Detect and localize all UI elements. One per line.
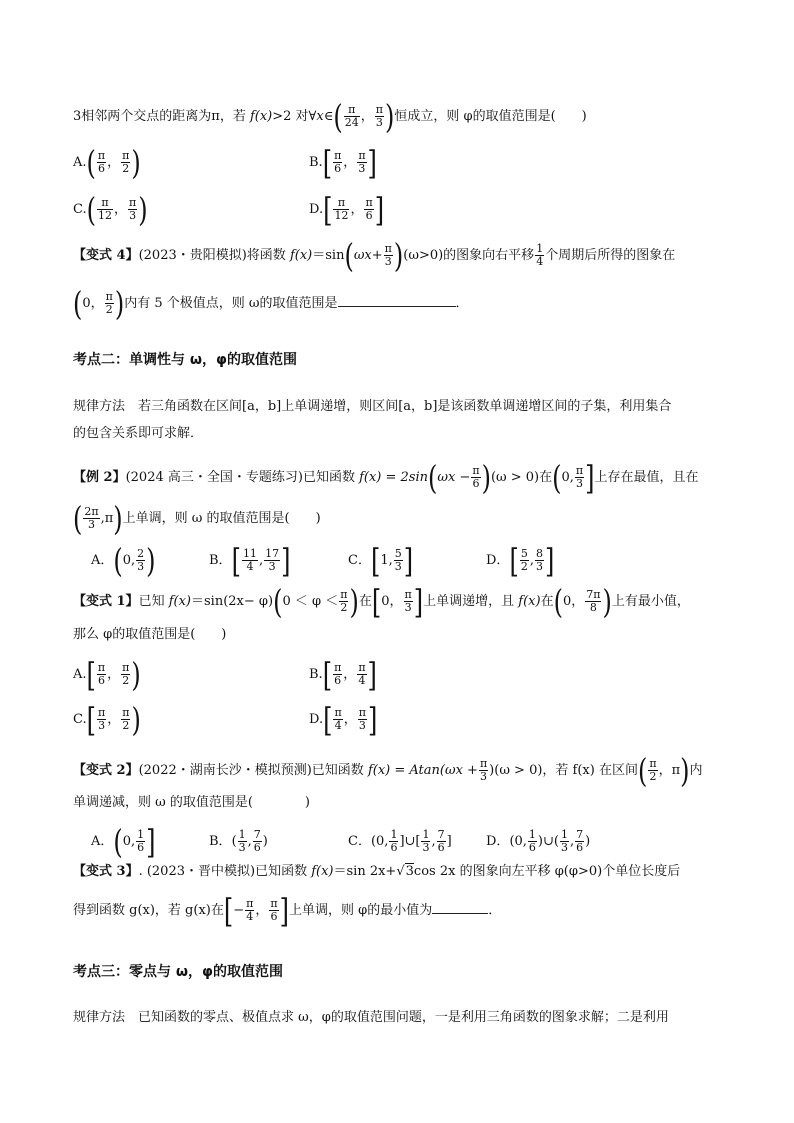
variant-tag: 【变式 1】	[73, 594, 139, 609]
bracket: ]	[367, 143, 377, 182]
fraction: $\frac{\pi}{3}$	[575, 464, 584, 490]
option-a: A.[ $\frac{\pi}{6}$ ， $\frac{\pi}{2}$ )	[73, 655, 141, 694]
example-2-option-c: C．[1, $\frac{5}{3}$ ]	[348, 541, 414, 580]
variant-tag: 【变式 2】	[73, 763, 139, 778]
option-b: B.[ $\frac{\pi}{6}$ ， $\frac{\pi}{3}$ ]	[309, 143, 377, 182]
source-text: (2023・贵阳模拟)将函数	[138, 248, 290, 263]
variant-2-option-d: D．(0, $\frac{1}{6}$ )∪( $\frac{1}{3}$ , $\frac{7}{6}$ )	[486, 828, 591, 854]
bracket: [	[322, 143, 333, 182]
variant-1-line1: 【变式 1】已知 f(x)＝sin(2x− φ)(0 ＜ φ ＜ $\frac{\pi}{2}$ )在[0， $\frac{\pi}{3}$ ]上单调递增，且 f(x)在(0， $\frac{7\pi}{8}$ )上有最小值，	[73, 582, 690, 621]
variant-tag: 【变式 3】	[73, 864, 139, 879]
variant-2-option-c: C．(0, $\frac{1}{6}$ ]∪[ $\frac{1}{3}$ , $\frac{7}{6}$ ]	[348, 828, 452, 854]
option-label: D.	[309, 202, 324, 217]
option-a: A．(0, $\frac{2}{3}$ )	[91, 541, 156, 580]
bracket: (	[86, 190, 96, 229]
option-d: D.[ $\frac{\pi}{12}$ ， $\frac{\pi}{6}$ ]	[309, 190, 385, 229]
fraction: $\frac{\pi}{3}$	[375, 103, 383, 129]
example-tag: 【例 2】	[73, 470, 126, 485]
fraction: $\frac{\pi}{6}$	[97, 149, 106, 175]
variant-2-line1: 【变式 2】(2022・湖南长沙・模拟预测)已知函数 f(x) = Atan(ωx + $\frac{\pi}{3}$ )(ω > 0)，若 f(x) 在区间( $\frac{\pi}{2}$ ，π)内	[73, 751, 703, 790]
answer-blank[interactable]	[338, 292, 456, 307]
fx: f(x)	[249, 109, 273, 124]
fraction: $\frac{\pi}{6}$	[334, 149, 342, 175]
variant-2-line2: 单调递减，则 ω 的取值范围是( )	[73, 795, 311, 810]
option-label: C.	[73, 202, 87, 217]
answer-blank[interactable]	[432, 899, 488, 914]
fraction: $\frac{\pi}{2}$	[105, 290, 113, 316]
option-a: A.( $\frac{\pi}{6}$ ， $\frac{\pi}{2}$ )	[73, 143, 141, 182]
fraction: $\frac{\pi}{24}$	[344, 103, 359, 129]
section-heading: 考点三：零点与 ω，φ的取值范围	[73, 964, 283, 980]
paren: )	[385, 97, 395, 136]
section-heading: 考点二：单调性与 ω，φ的取值范围	[73, 352, 297, 368]
stem-text: 3相邻两个交点的距离为π，若	[73, 109, 250, 124]
example-2-option-b: B．[ $\frac{11}{4}$ , $\frac{17}{3}$ ]	[209, 541, 291, 580]
variant-4-line1: 【变式 4】(2023・贵阳模拟)将函数 f(x)＝sin(ωx+ $\frac{\pi}{3}$ )(ω>0)的图象向右平移 $\frac{1}{4}$ 个周期后所得的图象在	[73, 236, 676, 275]
fraction: $\frac{\pi}{6}$	[365, 196, 373, 222]
bracket: (	[86, 143, 96, 182]
rule-text: 规律方法 若三角函数在区间[a，b]上单调递增，则区间[a，b]是该函数单调递增区间的子集，利用集合	[73, 399, 672, 414]
paren: (	[333, 97, 343, 136]
option-b: B.[ $\frac{\pi}{6}$ ， $\frac{\pi}{4}$ ]	[309, 655, 377, 694]
stem-text: 恒成立，则 φ的取值范围是( )	[394, 109, 587, 124]
variant-2-option-b: B．( $\frac{1}{3}$ , $\frac{7}{6}$ )	[209, 828, 268, 854]
fraction: $\frac{\pi}{12}$	[98, 196, 112, 222]
fx: f(x)	[289, 248, 313, 263]
variant-3-line2: 得到函数 g(x)，若 g(x)在[− $\frac{\pi}{4}$ ， $\frac{\pi}{6}$ ]上单调，则 φ的最小值为 ．	[73, 891, 502, 930]
fraction: $\frac{\pi}{3}$	[358, 149, 366, 175]
bracket: )	[138, 190, 148, 229]
stem-text: >2 对∀	[272, 109, 317, 124]
var-x: x	[316, 109, 324, 124]
variant-3-line1: 【变式 3】. (2023・晋中模拟)已知函数 f(x)＝sin 2x+√3cos 2x 的图象向左平移 φ(φ>0)个单位长度后	[73, 864, 681, 879]
example-2-option-d: D．[ $\frac{5}{2}$ , $\frac{8}{3}$ ]	[486, 541, 555, 580]
bracket: ]	[374, 190, 385, 229]
option-c: C.[ $\frac{\pi}{3}$ ， $\frac{\pi}{2}$ )	[73, 700, 141, 739]
fraction: $\frac{\pi}{3}$	[129, 196, 137, 222]
variant-2-option-a: A．(0, $\frac{1}{6}$ ]	[91, 822, 156, 861]
option-label: B.	[309, 155, 323, 170]
fraction: $\frac{2\pi}{3}$	[84, 505, 99, 531]
fraction: $\frac{\pi}{2}$	[122, 149, 130, 175]
rule-text: 规律方法 已知函数的零点、极值点求 ω，φ的取值范围问题，一是利用三角函数的图象求解；二是利用	[73, 1010, 669, 1025]
fraction: $\frac{1}{4}$	[536, 242, 544, 268]
example-2-line2: ( $\frac{2\pi}{3}$ ,π)上单调，则 ω 的取值范围是( )	[73, 499, 321, 538]
fraction: $\frac{\pi}{3}$	[384, 242, 392, 268]
q3-stem: 3相邻两个交点的距离为π，若 f(x)>2 对∀x∈( $\frac{\pi}{24}$ ， $\frac{\pi}{3}$ )恒成立，则 φ的取值范围是( )	[73, 97, 587, 136]
option-label: A.	[73, 155, 87, 170]
sqrt-radicand: 3	[405, 864, 414, 879]
bracket: [	[323, 190, 333, 229]
option-c: C.( $\frac{\pi}{12}$ ， $\frac{\pi}{3}$ )	[73, 190, 148, 229]
bracket: )	[131, 143, 141, 182]
fraction: $\frac{\pi}{12}$	[334, 196, 349, 222]
option-d: D.[ $\frac{\pi}{4}$ ， $\frac{\pi}{3}$ ]	[309, 700, 378, 739]
example-2-line1: 【例 2】(2024 高三・全国・专题练习)已知函数 f(x) = 2sin(ωx − $\frac{\pi}{6}$ )(ω > 0)在(0, $\frac{\pi}{3}$ ]上存在最值，且在	[73, 458, 699, 497]
in-symbol: ∈	[323, 109, 334, 124]
variant-tag: 【变式 4】	[73, 248, 139, 263]
variant-4-line2: (0， $\frac{\pi}{2}$ )内有 5 个极值点，则 ω的取值范围是 ．	[73, 284, 469, 323]
variant-1-line2: 那么 φ的取值范围是( )	[73, 627, 227, 642]
rule-text: 的包含关系即可求解．	[73, 426, 204, 441]
fraction: $\frac{\pi}{6}$	[472, 464, 480, 490]
example-2-options	[91, 541, 156, 580]
